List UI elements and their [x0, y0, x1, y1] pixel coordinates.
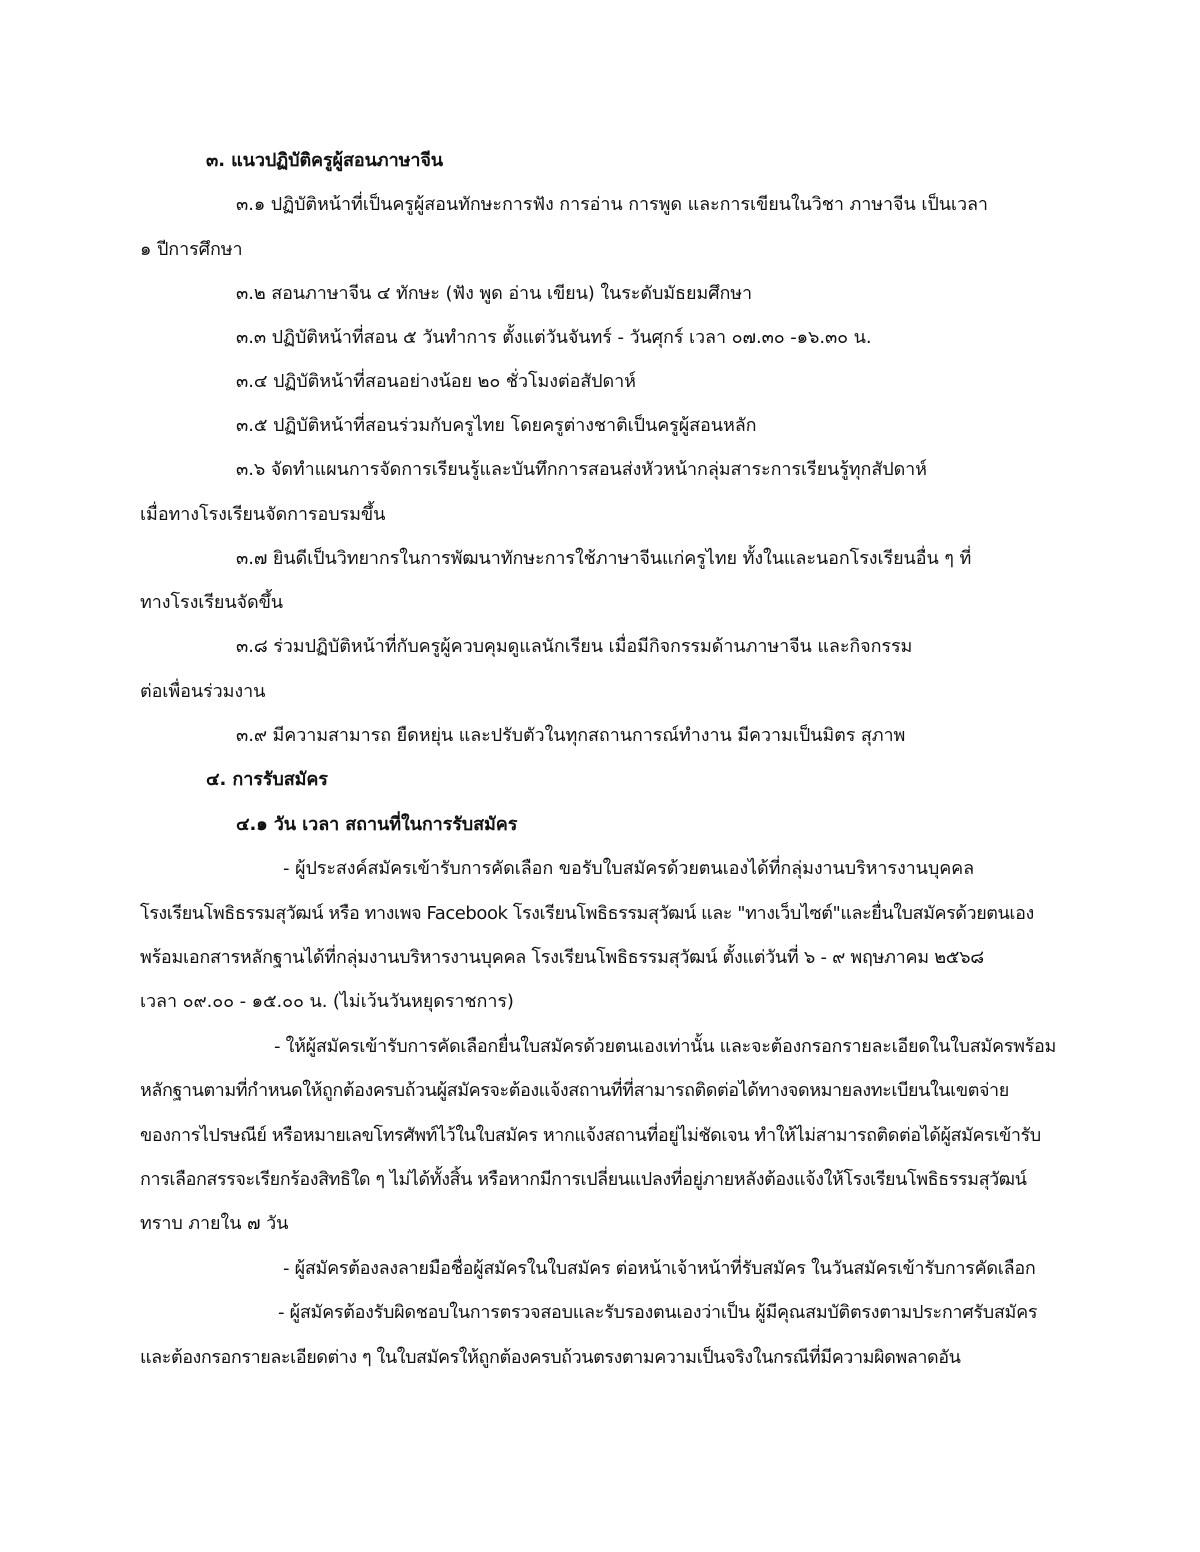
- item-3-8-line-2: ต่อเพื่อนร่วมงาน: [140, 681, 266, 702]
- item-3-1-line-2: ๑ ปีการศึกษา: [140, 239, 243, 260]
- paragraph-1-line-1: - ผู้ประสงค์สมัครเข้ารับการคัดเลือก ขอรับใบสมัครด้วยตนเองได้ที่กลุ่มงานบริหารงานบุคคล: [283, 858, 975, 879]
- item-3-7-line-1: ๓.๗ ยินดีเป็นวิทยากรในการพัฒนาทักษะการใช้ภาษาจีนแก่ครูไทย ทั้งในและนอกโรงเรียนอื่น ๆ ที่: [236, 548, 972, 569]
- item-3-2: ๓.๒ สอนภาษาจีน ๔ ทักษะ (ฟัง พูด อ่าน เขียน) ในระดับมัธยมศึกษา: [236, 283, 753, 304]
- paragraph-4-line-2: และต้องกรอกรายละเอียดต่าง ๆ ในใบสมัครให้ถูกต้องครบถ้วนตรงตามความเป็นจริงในกรณีที่มีความผิดพลาดอัน: [140, 1347, 961, 1368]
- item-3-5: ๓.๕ ปฏิบัติหน้าที่สอนร่วมกับครูไทย โดยครูต่างชาติเป็นครูผู้สอนหลัก: [236, 415, 757, 436]
- paragraph-2-line-5: ทราบ ภายใน ๗ วัน: [140, 1213, 289, 1234]
- item-3-6-line-2: เมื่อทางโรงเรียนจัดการอบรมขึ้น: [140, 504, 386, 525]
- section-4-heading: ๔. การรับสมัคร: [206, 769, 328, 790]
- item-3-8-line-1: ๓.๘ ร่วมปฏิบัติหน้าที่กับครูผู้ควบคุมดูแลนักเรียน เมื่อมีกิจกรรมด้านภาษาจีน และกิจกรรม: [236, 636, 913, 657]
- paragraph-3-line-1: - ผู้สมัครต้องลงลายมือชื่อผู้สมัครในใบสมัคร ต่อหน้าเจ้าหน้าที่รับสมัคร ในวันสมัครเข้ารับการคัดเลือก: [283, 1258, 1036, 1279]
- paragraph-2-line-2: หลักฐานตามที่กำหนดให้ถูกต้องครบถ้วนผู้สมัครจะต้องแจ้งสถานที่ที่สามารถติดต่อได้ทางจดหมายลงทะเบียนในเขตจ่าย: [140, 1080, 1009, 1101]
- item-3-7-line-2: ทางโรงเรียนจัดขึ้น: [140, 592, 284, 613]
- paragraph-1-line-4: เวลา ๐๙.๐๐ - ๑๕.๐๐ น. (ไม่เว้นวันหยุดราชการ): [140, 991, 514, 1012]
- item-3-1-line-1: ๓.๑ ปฏิบัติหน้าที่เป็นครูผู้สอนทักษะการฟัง การอ่าน การพูด และการเขียนในวิชา ภาษาจีน เป็นเวลา: [236, 194, 988, 215]
- section-3-heading: ๓. แนวปฏิบัติครูผู้สอนภาษาจีน: [206, 150, 444, 171]
- paragraph-1-line-3: พร้อมเอกสารหลักฐานได้ที่กลุ่มงานบริหารงานบุคคล โรงเรียนโพธิธรรมสุวัฒน์ ตั้งแต่วันที่ ๖ - ๙ พฤษภาคม ๒๕๖๘: [140, 947, 984, 968]
- item-3-9: ๓.๙ มีความสามารถ ยืดหยุ่น และปรับตัวในทุกสถานการณ์ทำงาน มีความเป็นมิตร สุภาพ: [236, 725, 906, 746]
- paragraph-2-line-4: การเลือกสรรจะเรียกร้องสิทธิใด ๆ ไม่ได้ทั้งสิ้น หรือหากมีการเปลี่ยนแปลงที่อยู่ภายหลังต้องแจ้งให้โรงเรียนโพธิธรรมสุวัฒน์: [140, 1169, 1027, 1190]
- subsection-4-1-heading: ๔.๑ วัน เวลา สถานที่ในการรับสมัคร: [236, 814, 518, 835]
- paragraph-4-line-1: - ผู้สมัครต้องรับผิดชอบในการตรวจสอบและรับรองตนเองว่าเป็น ผู้มีคุณสมบัติตรงตามประกาศรับสมัคร: [278, 1302, 1038, 1323]
- paragraph-2-line-1: - ให้ผู้สมัครเข้ารับการคัดเลือกยื่นใบสมัครด้วยตนเองเท่านั้น และจะต้องกรอกรายละเอียดในใบสมัครพร้อม: [274, 1036, 1057, 1057]
- item-3-4: ๓.๔ ปฏิบัติหน้าที่สอนอย่างน้อย ๒๐ ชั่วโมงต่อสัปดาห์: [236, 371, 636, 392]
- item-3-6-line-1: ๓.๖ จัดทำแผนการจัดการเรียนรู้และบันทึกการสอนส่งหัวหน้ากลุ่มสาระการเรียนรู้ทุกสัปดาห์: [236, 459, 927, 480]
- paragraph-2-line-3: ของการไปรษณีย์ หรือหมายเลขโทรศัพท์ไว้ในใบสมัคร หากแจ้งสถานที่อยู่ไม่ชัดเจน ทำให้ไม่สามารถติดต่อได้ผู้สมัครเข้ารับ: [140, 1125, 1041, 1146]
- paragraph-1-line-2: โรงเรียนโพธิธรรมสุวัฒน์ หรือ ทางเพจ Facebook โรงเรียนโพธิธรรมสุวัฒน์ และ "ทางเว็บไซต์"และยื่นใบสมัครด้วยตนเอง: [140, 903, 1034, 924]
- item-3-3: ๓.๓ ปฏิบัติหน้าที่สอน ๕ วันทำการ ตั้งแต่วันจันทร์ - วันศุกร์ เวลา ๐๗.๓๐ -๑๖.๓๐ น.: [236, 327, 872, 348]
